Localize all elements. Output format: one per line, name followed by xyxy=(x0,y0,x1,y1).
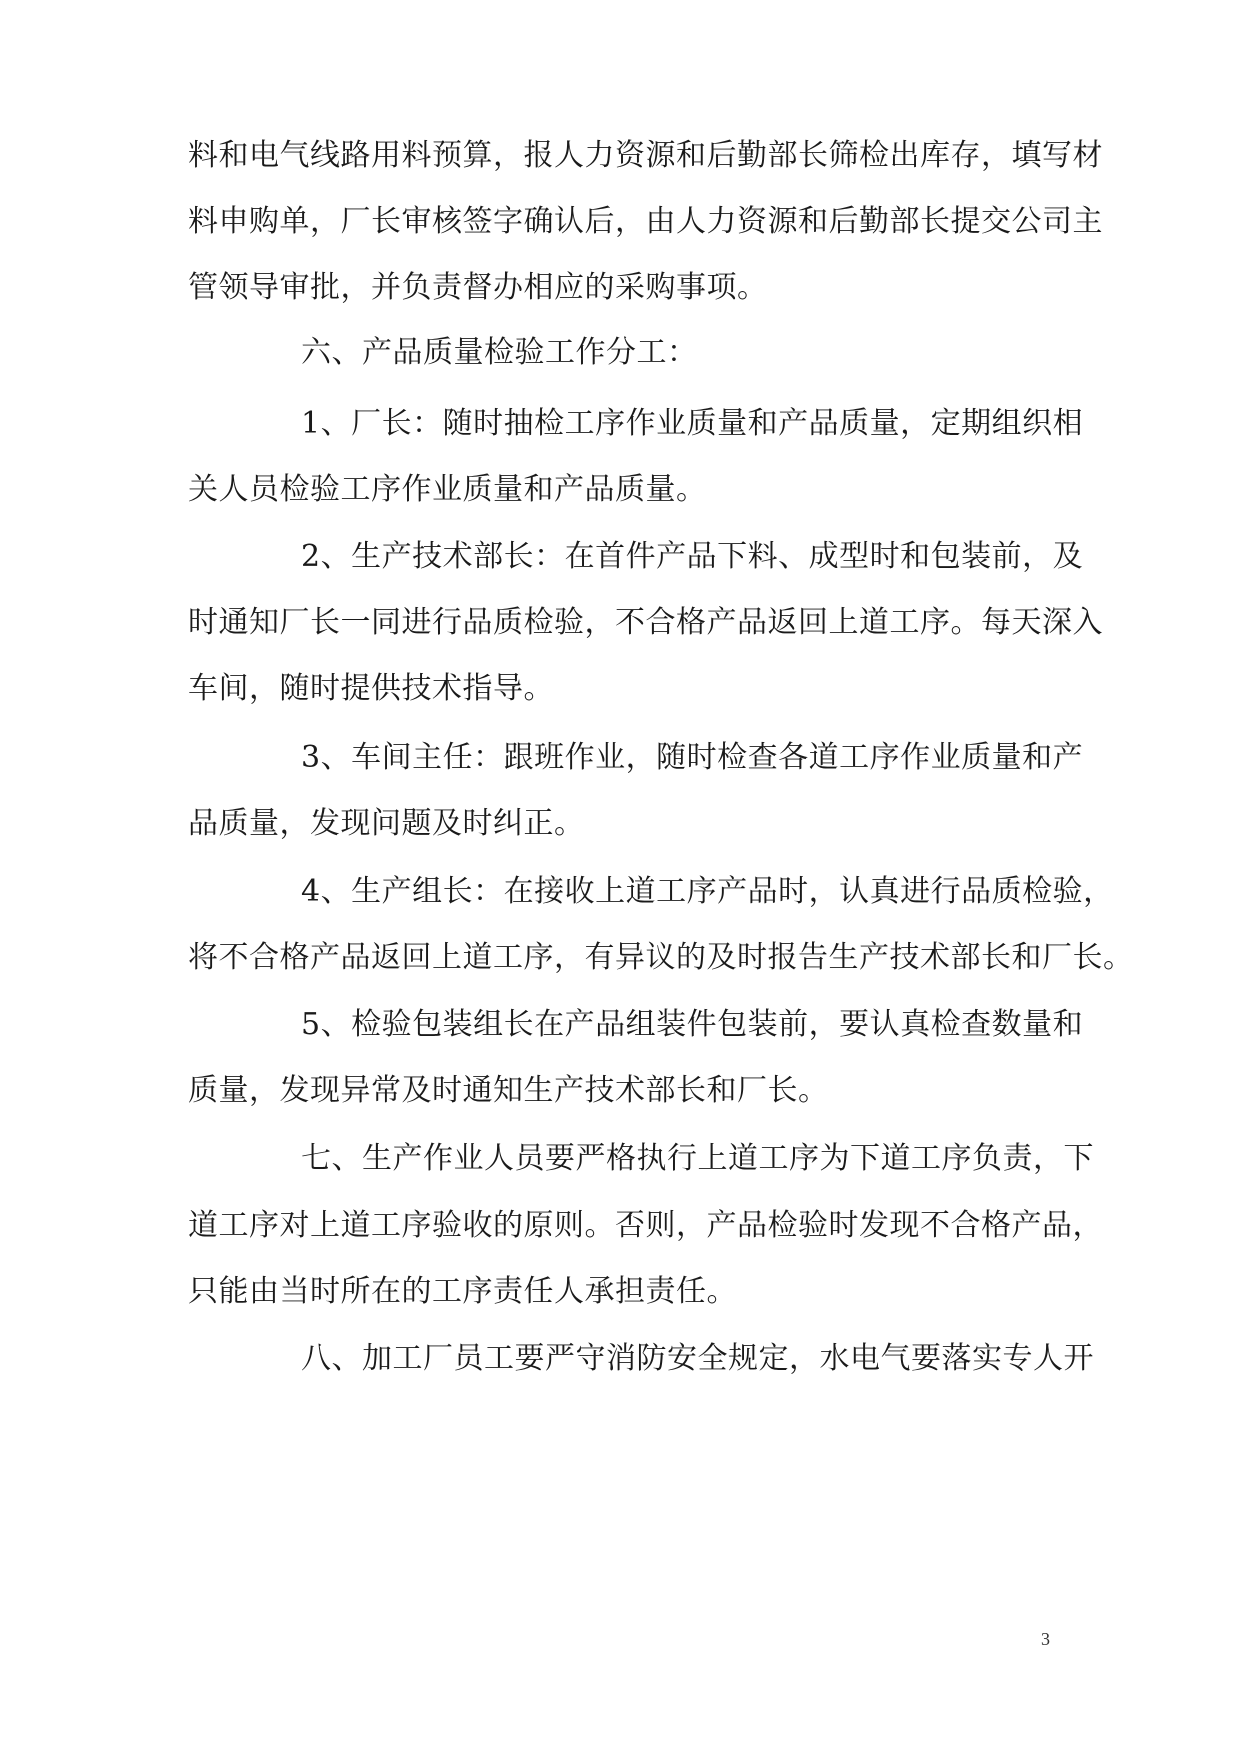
page-number: 3 xyxy=(1041,1629,1050,1649)
text-line-9: 车间，随时提供技术指导。 xyxy=(188,671,554,706)
text-line-15: 质量，发现异常及时通知生产技术部长和厂长。 xyxy=(188,1073,829,1108)
text-line-17: 道工序对上道工序验收的原则。否则，产品检验时发现不合格产品， xyxy=(188,1208,1103,1243)
text-line-7: 2、生产技术部长：在首件产品下料、成型时和包装前，及 xyxy=(301,539,1084,574)
text-line-5: 1、厂长：随时抽检工序作业质量和产品质量，定期组织相 xyxy=(301,406,1084,441)
text-line-1: 料和电气线路用料预算，报人力资源和后勤部长筛检出库存，填写材 xyxy=(188,138,1103,173)
text-line-11: 品质量，发现问题及时纠正。 xyxy=(188,806,585,841)
text-line-3: 管领导审批，并负责督办相应的采购事项。 xyxy=(188,270,768,305)
section-heading-7: 七、生产作业人员要严格执行上道工序为下道工序负责，下 xyxy=(301,1141,1094,1176)
text-line-18: 只能由当时所在的工序责任人承担责任。 xyxy=(188,1274,737,1309)
text-line-2: 料申购单，厂长审核签字确认后，由人力资源和后勤部长提交公司主 xyxy=(188,204,1103,239)
section-heading-8: 八、加工厂员工要严守消防安全规定，水电气要落实专人开 xyxy=(301,1341,1094,1376)
text-line-6: 关人员检验工序作业质量和产品质量。 xyxy=(188,472,707,507)
text-line-14: 5、检验包装组长在产品组装件包装前，要认真检查数量和 xyxy=(301,1007,1084,1042)
text-line-8: 时通知厂长一同进行品质检验，不合格产品返回上道工序。每天深入 xyxy=(188,605,1103,640)
text-line-12: 4、生产组长：在接收上道工序产品时，认真进行品质检验， xyxy=(301,874,1114,909)
section-heading-6: 六、产品质量检验工作分工： xyxy=(301,335,698,370)
text-line-10: 3、车间主任：跟班作业，随时检查各道工序作业质量和产 xyxy=(301,740,1084,775)
text-line-13: 将不合格产品返回上道工序，有异议的及时报告生产技术部长和厂长。 xyxy=(188,940,1134,975)
